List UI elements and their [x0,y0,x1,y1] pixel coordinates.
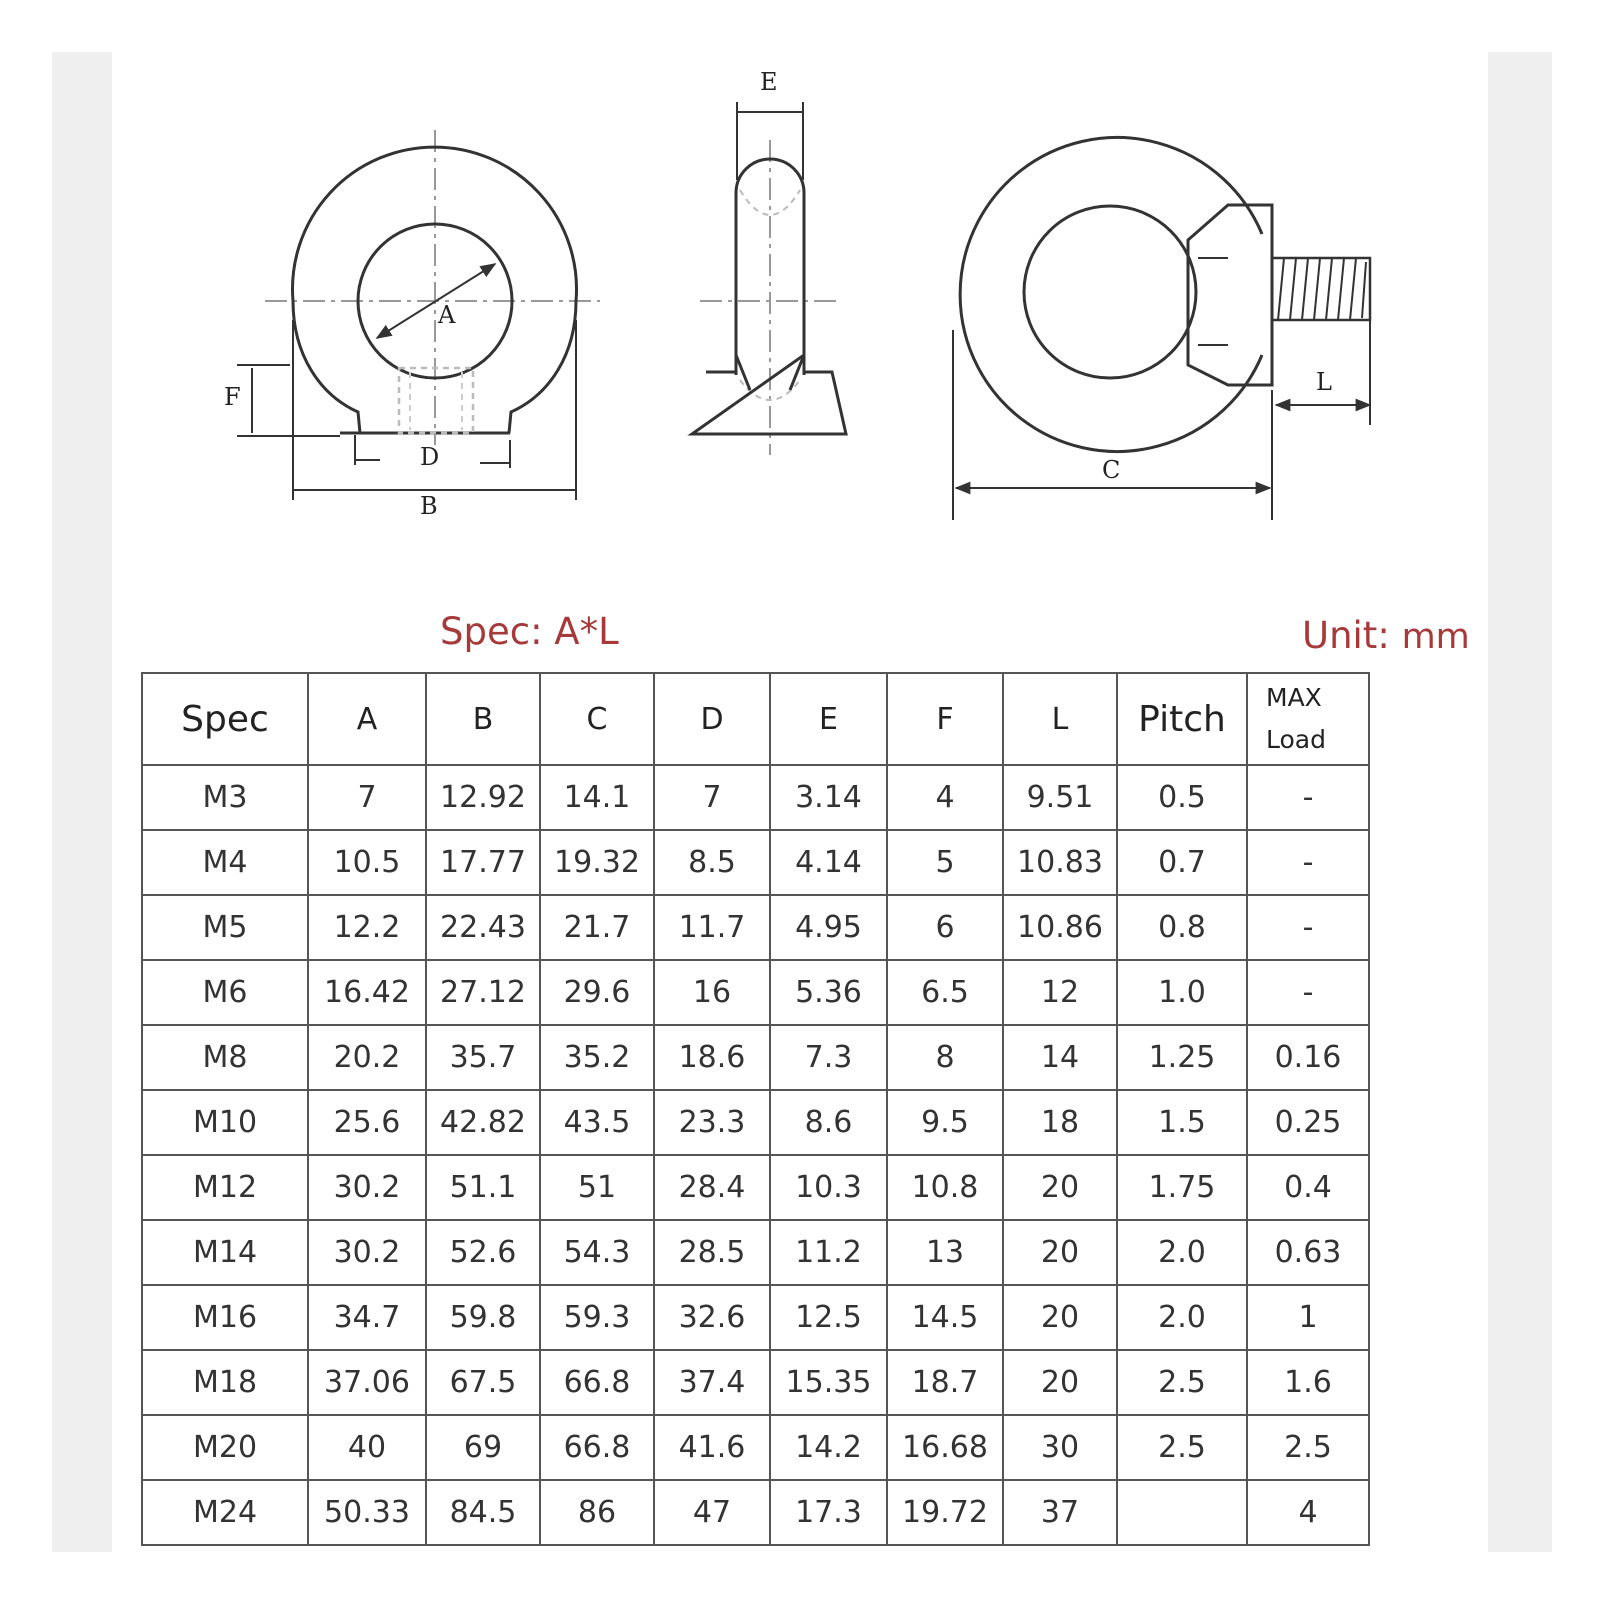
table-row [142,1220,1369,1285]
spec-cell: M14 [142,1220,308,1285]
value-cell: 17.3 [770,1480,887,1545]
header-max-load [1247,673,1369,765]
value-cell: 11.7 [654,895,770,960]
table-row [142,1415,1369,1480]
value-cell: 0.8 [1117,895,1247,960]
value-cell: 25.6 [308,1090,426,1155]
unit-label: Unit: [1302,614,1390,657]
spec-caption: Spec: A*L [440,610,619,653]
value-cell: 47 [654,1480,770,1545]
value-cell: 59.3 [540,1285,654,1350]
value-cell: 51 [540,1155,654,1220]
value-cell: 3.14 [770,765,887,830]
value-cell: 69 [426,1415,540,1480]
value-cell: 16 [654,960,770,1025]
value-cell: 35.7 [426,1025,540,1090]
label-D: D [420,443,440,471]
value-cell: 41.6 [654,1415,770,1480]
value-cell: 30.2 [308,1220,426,1285]
value-cell: 35.2 [540,1025,654,1090]
value-cell: 10.86 [1003,895,1117,960]
value-cell: 8.6 [770,1090,887,1155]
value-cell: 12.92 [426,765,540,830]
value-cell: 4.95 [770,895,887,960]
value-cell: 16.42 [308,960,426,1025]
value-cell: 5 [887,830,1003,895]
value-cell: 2.5 [1117,1415,1247,1480]
value-cell: 14 [1003,1025,1117,1090]
header-C: C [540,673,654,765]
value-cell: 37.4 [654,1350,770,1415]
value-cell: 59.8 [426,1285,540,1350]
value-cell: 28.4 [654,1155,770,1220]
value-cell: 0.63 [1247,1220,1369,1285]
value-cell: 18 [1003,1090,1117,1155]
value-cell: 20 [1003,1285,1117,1350]
table-row [142,1025,1369,1090]
value-cell: 20 [1003,1350,1117,1415]
value-cell: 20 [1003,1220,1117,1285]
value-cell: 7 [654,765,770,830]
front-view [237,130,600,500]
right-view [953,138,1370,521]
table-row [142,1155,1369,1220]
value-cell: - [1247,830,1369,895]
unit-caption [1302,614,1470,657]
spec-cell: M18 [142,1350,308,1415]
spec-cell: M8 [142,1025,308,1090]
value-cell: 23.3 [654,1090,770,1155]
value-cell: 0.25 [1247,1090,1369,1155]
value-cell: 30 [1003,1415,1117,1480]
spec-cell: M10 [142,1090,308,1155]
value-cell: 27.12 [426,960,540,1025]
value-cell: 67.5 [426,1350,540,1415]
spec-cell: M12 [142,1155,308,1220]
value-cell: 50.33 [308,1480,426,1545]
header-spec: Spec [142,673,308,765]
value-cell: 84.5 [426,1480,540,1545]
table-row [142,830,1369,895]
value-cell: 37 [1003,1480,1117,1545]
value-cell: 19.72 [887,1480,1003,1545]
table-header-row [142,673,1369,765]
value-cell: 34.7 [308,1285,426,1350]
header-L: L [1003,673,1117,765]
spec-cell: M24 [142,1480,308,1545]
value-cell: 12.2 [308,895,426,960]
value-cell: 1.5 [1117,1090,1247,1155]
label-A: A [438,301,456,329]
value-cell: 17.77 [426,830,540,895]
eye-nut-technical-drawing [0,0,1600,560]
label-C: C [1102,456,1121,484]
value-cell [1117,1480,1247,1545]
value-cell: 0.4 [1247,1155,1369,1220]
value-cell: 86 [540,1480,654,1545]
value-cell: 4 [887,765,1003,830]
label-E: E [760,68,778,96]
header-B: B [426,673,540,765]
value-cell: 15.35 [770,1350,887,1415]
value-cell: 11.2 [770,1220,887,1285]
table-row [142,765,1369,830]
spec-cell: M4 [142,830,308,895]
table-row [142,895,1369,960]
value-cell: 7 [308,765,426,830]
value-cell: 9.5 [887,1090,1003,1155]
value-cell: 66.8 [540,1350,654,1415]
value-cell: 1 [1247,1285,1369,1350]
value-cell: 10.8 [887,1155,1003,1220]
value-cell: 7.3 [770,1025,887,1090]
spec-cell: M5 [142,895,308,960]
eye-nut-spec-table [141,672,1370,1546]
value-cell: 0.5 [1117,765,1247,830]
value-cell: 37.06 [308,1350,426,1415]
header-max-load-line1: MAX [1266,683,1322,712]
value-cell: 0.16 [1247,1025,1369,1090]
value-cell: 52.6 [426,1220,540,1285]
side-view [692,102,846,455]
value-cell: 1.75 [1117,1155,1247,1220]
value-cell: 0.7 [1117,830,1247,895]
value-cell: - [1247,895,1369,960]
value-cell: 8 [887,1025,1003,1090]
value-cell: 29.6 [540,960,654,1025]
value-cell: 13 [887,1220,1003,1285]
value-cell: 10.83 [1003,830,1117,895]
value-cell: 22.43 [426,895,540,960]
unit-value: mm [1401,617,1470,657]
value-cell: 21.7 [540,895,654,960]
value-cell: 1.6 [1247,1350,1369,1415]
table-row [142,1090,1369,1155]
value-cell: 42.82 [426,1090,540,1155]
table-row [142,1285,1369,1350]
value-cell: 20 [1003,1155,1117,1220]
value-cell: 16.68 [887,1415,1003,1480]
header-F: F [887,673,1003,765]
header-D: D [654,673,770,765]
value-cell: 40 [308,1415,426,1480]
value-cell: 6.5 [887,960,1003,1025]
label-B: B [420,492,438,520]
label-L: L [1316,368,1332,396]
value-cell: - [1247,960,1369,1025]
spec-cell: M3 [142,765,308,830]
spec-cell: M16 [142,1285,308,1350]
value-cell: 2.0 [1117,1285,1247,1350]
table-row [142,1350,1369,1415]
header-pitch: Pitch [1117,673,1247,765]
value-cell: 28.5 [654,1220,770,1285]
header-E: E [770,673,887,765]
value-cell: 30.2 [308,1155,426,1220]
value-cell: 8.5 [654,830,770,895]
value-cell: 12 [1003,960,1117,1025]
value-cell: 4.14 [770,830,887,895]
header-A: A [308,673,426,765]
table-row [142,1480,1369,1545]
label-F: F [224,383,241,411]
value-cell: 43.5 [540,1090,654,1155]
value-cell: 2.5 [1247,1415,1369,1480]
value-cell: 19.32 [540,830,654,895]
value-cell: 18.7 [887,1350,1003,1415]
value-cell: 2.5 [1117,1350,1247,1415]
value-cell: 32.6 [654,1285,770,1350]
spec-cell: M6 [142,960,308,1025]
value-cell: 1.25 [1117,1025,1247,1090]
value-cell: - [1247,765,1369,830]
table-row [142,960,1369,1025]
value-cell: 9.51 [1003,765,1117,830]
value-cell: 14.5 [887,1285,1003,1350]
value-cell: 6 [887,895,1003,960]
value-cell: 54.3 [540,1220,654,1285]
value-cell: 20.2 [308,1025,426,1090]
value-cell: 5.36 [770,960,887,1025]
value-cell: 12.5 [770,1285,887,1350]
value-cell: 66.8 [540,1415,654,1480]
value-cell: 10.3 [770,1155,887,1220]
value-cell: 4 [1247,1480,1369,1545]
value-cell: 1.0 [1117,960,1247,1025]
value-cell: 18.6 [654,1025,770,1090]
value-cell: 2.0 [1117,1220,1247,1285]
value-cell: 10.5 [308,830,426,895]
spec-cell: M20 [142,1415,308,1480]
header-max-load-line2: Load [1266,725,1326,754]
value-cell: 14.1 [540,765,654,830]
table-body [142,765,1369,1545]
value-cell: 14.2 [770,1415,887,1480]
value-cell: 51.1 [426,1155,540,1220]
